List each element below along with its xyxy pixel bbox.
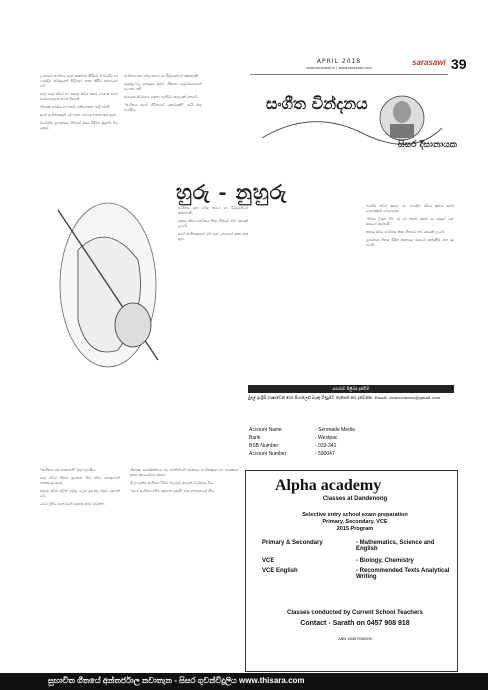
column-bottom-left [40, 468, 120, 510]
bank-details [245, 425, 456, 467]
paragraph: එමෙන්ම ශ්‍රාවකයාද ගීතයේ රසය විඳීමට සූදානම් විය යුතුය. [40, 121, 118, 130]
ad-abn: ABN 35367555909 [338, 636, 372, 641]
paragraph: සංගීතය යනු ශබ්ද තරංග හා රිද්මයන්ගේ එකතුවකි. [124, 74, 200, 78]
account-name-label: Account Name [249, 427, 282, 433]
paragraph: අපේ සංගීතඥයන් මේ ගැන බොහෝ කතා කර ඇත. [40, 113, 117, 117]
account-number-value: - 590047 [315, 451, 335, 457]
account-number-label: Account Number [249, 451, 287, 457]
ad-year: 2015 Program [336, 526, 374, 532]
ad-row3-left: VCE English [262, 568, 298, 574]
paragraph: ලංකාවේ සංගීතය ගැන සාකච්ඡා කිරීමේ දී බටහිර හා පෙරදිග සම්ප්‍රදායන් පිළිබඳව කතා කිරීම අත්‍යවශ්‍ය වේ. [40, 74, 118, 88]
paragraph: "සංගීතය යනු භාෂාවකි" ඔහු පැවසීය. [40, 468, 96, 472]
bsb-value: - 033-341 [315, 443, 337, 449]
paragraph: බටහිර ස්වර ක්‍රමය හා පෙරදිග ස්වර ක්‍රමය අතර වෙනස්කම් බොහෝය. [366, 204, 454, 213]
column-mid-top [124, 74, 202, 116]
website-urls: www.sarasawi.lk | www.sarasawi.com [306, 66, 372, 70]
paragraph: ශ්‍රී ලාංකේය සංගීතය විවිධ බලපෑම් යටතේ වර්ධනය විය. [130, 481, 214, 485]
bank-value: - Westpac [315, 435, 338, 441]
paragraph: හුරු ස්වර නිතර ඇසෙන විට ඒවා පහසුවෙන් මතකයේ රැඳේ. [40, 476, 120, 485]
ad-row2-left: VCE [262, 558, 275, 564]
paragraph: නුහුරු ස්වර භාවිතය නිසා ගීතයට නව රසයක් ලැබේ. [178, 219, 248, 228]
paragraph: "සංගීතය අපේ ජීවිතයේ කොටසකි" යැයි ඔහු පැවසීය. [124, 103, 202, 112]
issue-date: APRIL 2018 [316, 58, 362, 65]
paragraph: ගුරුකුලවල සම්ප්‍රදාය අනුව ශිෂ්‍යයා ගුරුවරයාගෙන් ඉගෙන ගනී. [124, 82, 202, 91]
brand-logo: sarasawi [412, 58, 446, 67]
paragraph: සංගීතය යනු ශබ්ද තරංග හා රිද්මයන්ගේ එකතුවකි. [178, 206, 248, 215]
paragraph: නුහුරු ස්වර භාවිතය නිසා ගීතයට නව රසයක් ලැබේ. [366, 230, 446, 234]
ad-conducted: Classes conducted by Current School Teachers [287, 610, 423, 616]
ad-contact: Contact - Sarath on 0457 908 918 [300, 620, 410, 627]
paragraph: මෙම ලිපිය ගැන ඔබේ අදහස් අපට එවන්න. [40, 502, 105, 506]
bsb-label: BSB Number [249, 443, 279, 449]
ad-row1-left: Primary & Secondary [262, 540, 323, 546]
paragraph: ගීතයක අර්ථය හා තනුව එකිනෙකට බැඳී පවතී. [40, 105, 111, 109]
paragraph: නුහුරු ස්වර මුලින් අමුතු ලෙස දැනුණද පසුව රසවත් වේ. [40, 489, 120, 498]
paragraph: හුරු පුරුදු ස්වර හා නුහුරු ස්වර අතර වෙනස අපට වැටහෙනුයේ සවන් දීමෙනි. [40, 92, 118, 101]
article-headline: හුරු - නුහුරු [176, 180, 288, 204]
footer-text: සුභාවිත ගීතයේ අන්තර්ජාල නවාතැන - සිසර ගුවන්විදුලිය www.thisara.com [48, 676, 305, 685]
page-number: 39 [451, 56, 467, 72]
header-divider [250, 74, 448, 75]
banner-author: සිසර දිසානායක [398, 140, 457, 150]
ad-row2-right: - Biology, Chemistry [356, 558, 414, 564]
guitar-illustration [38, 190, 178, 380]
ad-tagline: Selective entry school exam preparation [302, 512, 408, 518]
banner-graphic [252, 78, 452, 170]
notice-bar: සඟරාව පිළිබඳ දැන්වීම [248, 385, 454, 393]
paragraph: අපේ සංගීතඥයන් මේ ගැන බොහෝ කතා කර ඇත. [178, 232, 248, 241]
column-banner [252, 78, 457, 170]
ad-row3-right: - Recommended Texts Analytical Writing [356, 568, 450, 580]
ad-logo: Alpha academy [275, 477, 382, 494]
paragraph: රාගයක ස්වරූපය හඳුනා ගැනීමට කාලයක් ගතවේ. [124, 95, 199, 99]
notice-text: මුදල් ඉංග්‍රීසි භාෂාවෙන් හෝ සිංහලෙන් බැංකු ගිණුමට තැන්පත් කර දන්වන්න. Email: connectnews@gmail.com [248, 395, 441, 400]
paragraph: ගීතයක සාර්ථකත්වය රඳා පවතින්නේ රචකයා, සංගීතඥයා හා ගායකයා අතර සහයෝගය මතය. [130, 468, 238, 477]
column-bottom-mid [130, 468, 238, 497]
banner-title: සංගීත වින්දනය [266, 94, 368, 113]
column-center [178, 206, 248, 245]
ad-row1-right: - Mathematics, Science and English [356, 540, 435, 552]
paragraph: ශ්‍රාවකයා ගීතය විඳින ආකාරය ඔහුගේ අත්දැකීම් මත රඳා පවතී. [366, 238, 454, 247]
account-name-value: - Serenade Media [315, 427, 355, 433]
paragraph: "අපේ සංගීතය අපිම රැකගත යුතුයි" ඔහු අවසානයේ කීය. [130, 489, 215, 493]
paragraph: "ගීතය ලියන විට පද හා තනුව එකට යා යුතුය" යනු ඔහුගේ අදහසයි. [366, 217, 454, 226]
ad-levels: Primary, Secondary, VCE [322, 519, 388, 525]
bank-label: Bank [249, 435, 261, 441]
ad-subtitle: Classes at Dandenong [322, 496, 388, 502]
column-right [366, 204, 454, 251]
column-left-top [40, 74, 118, 134]
